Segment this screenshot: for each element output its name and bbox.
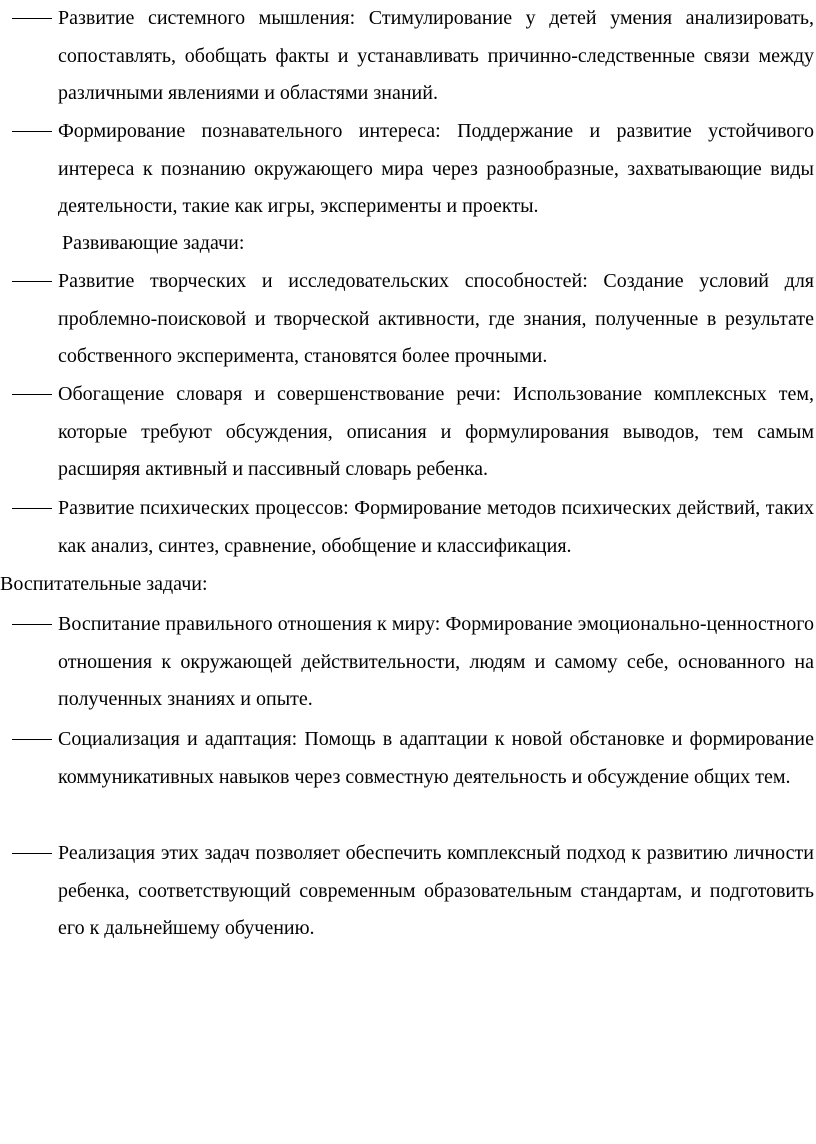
list-item-text: Развитие творческих и исследовательских способностей: Создание условий для проблемно-поисковой и творческой активности, где знания, полученные в результате собственного эксперимента, становятся более прочными. [58,270,814,367]
list-item-text: Развитие системного мышления: Стимулирование у детей умения анализировать, сопоставлять, обобщать факты и устанавливать причинно-следственные связи между различными явлениями и областями знаний. [58,7,814,104]
list-item-text: Реализация этих задач позволяет обеспечить комплексный подход к развитию личности ребенка, соответствующий современным образовательным стандартам, и подготовить его к дальнейшему обучению. [58,842,814,939]
heading-developing-tasks: Развивающие задачи: [62,232,245,254]
dash-marker [12,624,52,625]
list-item [58,835,814,948]
dash-marker [12,739,52,740]
list-item [58,113,814,226]
list-item-text: Обогащение словаря и совершенствование речи: Использование комплексных тем, которые требуют обсуждения, описания и формулирования выводов, тем самым расширяя активный и пассивный словарь ребенка. [58,383,814,480]
dash-marker [12,131,52,132]
list-item-text: Социализация и адаптация: Помощь в адаптации к новой обстановке и формирование коммуникативных навыков через совместную деятельность и обсуждение общих тем. [58,728,814,788]
list-item [58,263,814,376]
dash-marker [12,18,52,19]
list-item-text: Формирование познавательного интереса: Поддержание и развитие устойчивого интереса к познанию окружающего мира через разнообразные, захватывающие виды деятельности, такие как игры, эксперименты и проекты. [58,120,814,217]
dash-marker [12,394,52,395]
heading-educational-tasks: Воспитательные задачи: [0,573,208,595]
list-item [58,721,814,796]
dash-marker [12,508,52,509]
list-item [58,0,814,113]
list-item [58,490,814,565]
list-item-text: Воспитание правильного отношения к миру: Формирование эмоционально-ценностного отношения к окружающей действительности, людям и самому себе, основанного на полученных знаниях и опыте. [58,613,814,710]
list-item [58,376,814,489]
list-item [58,606,814,719]
dash-marker [12,281,52,282]
list-item-text: Развитие психических процессов: Формирование методов психических действий, таких как анализ, синтез, сравнение, обобщение и классификация. [58,497,814,557]
dash-marker [12,853,52,854]
